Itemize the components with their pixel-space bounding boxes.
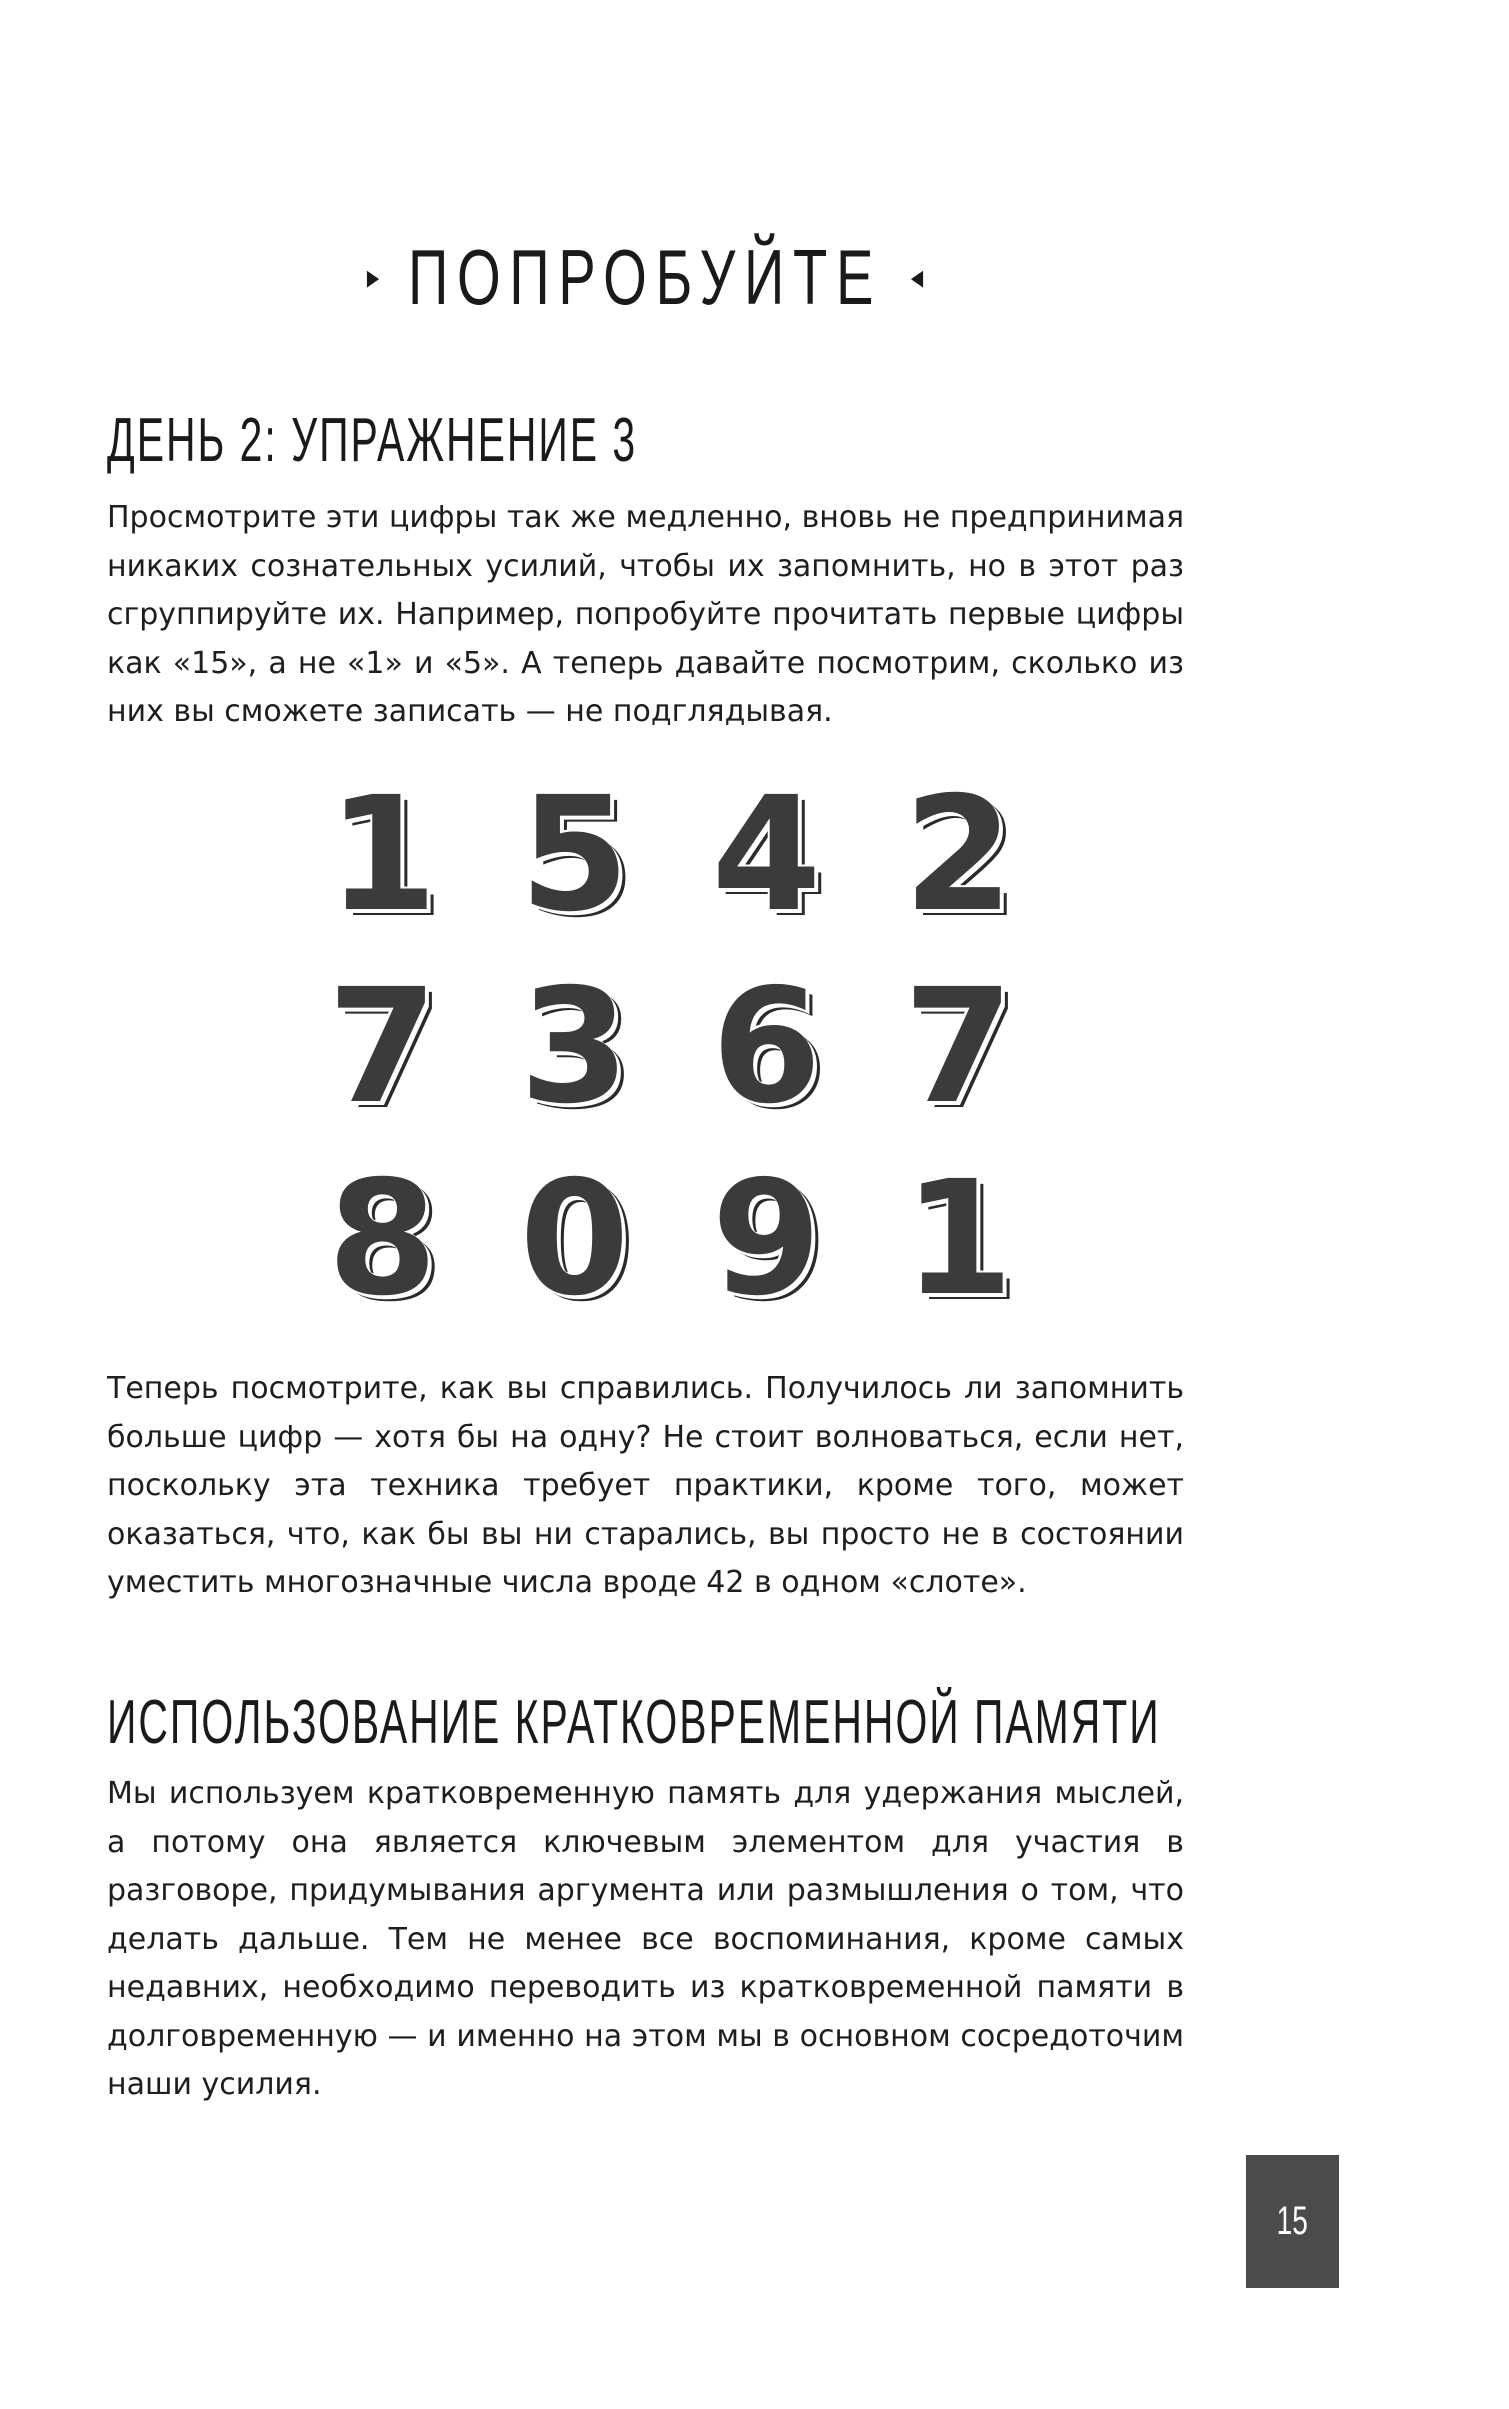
right-pointing-triangle-icon: ▸: [366, 258, 380, 297]
memory-digit: 4: [711, 763, 822, 947]
memory-digit: 8: [327, 1147, 438, 1331]
page-number-box: [1246, 2155, 1339, 2288]
memory-digit: 9: [711, 1147, 822, 1331]
page-heading: [181, 233, 1110, 321]
page-number: 15: [1276, 2199, 1309, 2243]
digit-grid: [290, 763, 1030, 1331]
memory-digit: 7: [327, 955, 438, 1139]
memory-digit: 1: [327, 763, 438, 947]
memory-digit: 2: [903, 763, 1014, 947]
exercise-followup: Теперь посмотрите, как вы справились. Получилось ли запомнить больше цифр — хотя бы на одну? Не стоит волноваться, если нет, поскольку эта техника требует практики, кроме того, может оказаться, что, как бы вы ни старались, вы просто не в состоянии уместить многозначные числа вроде 42 в одном «слоте».: [107, 1371, 1184, 1600]
memory-digit: 0: [519, 1147, 630, 1331]
memory-digit: 3: [519, 955, 630, 1139]
page-heading-text: ПОПРОБУЙТЕ: [407, 233, 883, 321]
exercise-title: ДЕНЬ 2: УПРАЖНЕНИЕ 3: [107, 406, 638, 475]
memory-digit: 1: [903, 1147, 1014, 1331]
exercise-instructions: Просмотрите эти цифры так же медленно, вновь не предпринимая никаких сознательных усилий, чтобы их запомнить, но в этот раз сгруппируйте их. Например, попробуйте прочитать первые цифры как «15», а не «1» и «5». А теперь давайте посмотрим, сколько из них вы сможете записать — не подглядывая.: [107, 500, 1184, 729]
memory-digit: 6: [711, 955, 822, 1139]
section-body: Мы используем кратковременную память для удержания мыслей, а потому она является ключевым элементом для участия в разговоре, придумывания аргумента или размышления о том, что делать дальше. Тем не менее все воспоминания, кроме самых недавних, необходимо переводить из кратковременной памяти в долговременную — и именно на этом мы в основном сосредоточим наши усилия.: [107, 1776, 1184, 2102]
section-title: ИСПОЛЬЗОВАНИЕ КРАТКОВРЕМЕННОЙ ПАМЯТИ: [107, 1688, 1161, 1757]
memory-digit: 5: [519, 763, 630, 947]
left-pointing-triangle-icon: ◂: [910, 258, 924, 297]
memory-digit: 7: [903, 955, 1014, 1139]
